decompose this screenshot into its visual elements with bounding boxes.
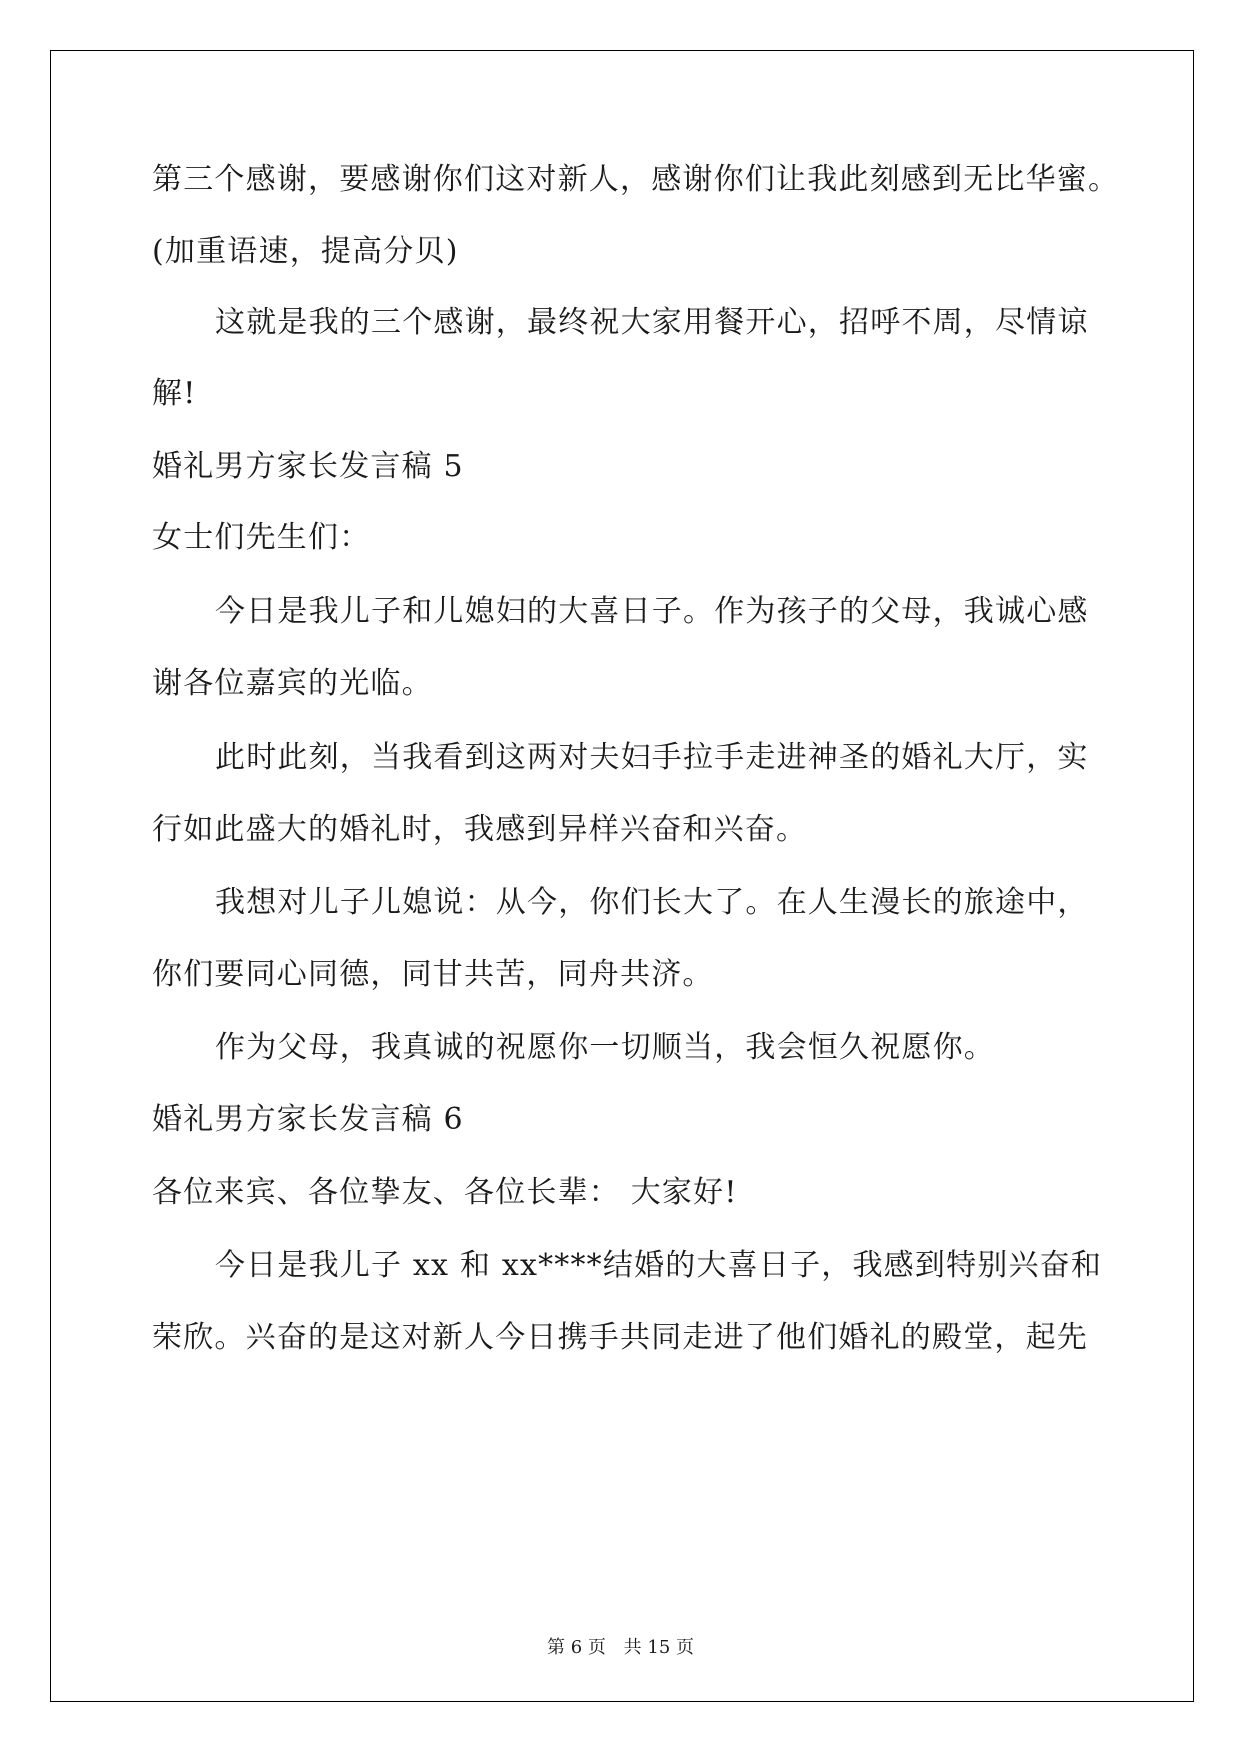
page-footer [0, 1636, 1241, 1660]
text-line: 今日是我儿子 xx 和 xx****结婚的大喜日子，我感到特别兴奋和 [215, 1248, 1103, 1283]
text-line: (加重语速，提高分贝) [152, 234, 459, 269]
section-heading: 婚礼男方家长发言稿 5 [152, 449, 464, 484]
text-line: 行如此盛大的婚礼时，我感到异样兴奋和兴奋。 [152, 812, 808, 847]
text-line: 你们要同心同德，同甘共苦，同舟共济。 [152, 957, 714, 992]
text-line: 女士们先生们： [152, 520, 371, 555]
page-border [50, 50, 1194, 1702]
text-line: 解! [152, 376, 197, 411]
page-total: 共 15 页 [623, 1637, 694, 1658]
text-line: 各位来宾、各位挚友、各位长辈： 大家好! [152, 1175, 738, 1210]
text-line: 今日是我儿子和儿媳妇的大喜日子。作为孩子的父母，我诚心感 [215, 594, 1089, 629]
text-line: 作为父母，我真诚的祝愿你一切顺当，我会恒久祝愿你。 [215, 1030, 995, 1065]
text-line: 这就是我的三个感谢，最终祝大家用餐开心，招呼不周，尽情谅 [215, 305, 1089, 340]
section-heading: 婚礼男方家长发言稿 6 [152, 1102, 464, 1137]
page-number: 第 6 页 [547, 1637, 606, 1658]
text-line: 谢各位嘉宾的光临。 [152, 666, 433, 701]
text-line: 此时此刻，当我看到这两对夫妇手拉手走进神圣的婚礼大厅，实 [215, 740, 1089, 775]
text-line: 荣欣。兴奋的是这对新人今日携手共同走进了他们婚礼的殿堂，起先 [152, 1320, 1088, 1355]
text-line: 第三个感谢，要感谢你们这对新人，感谢你们让我此刻感到无比华蜜。 [152, 162, 1120, 197]
text-line: 我想对儿子儿媳说：从今，你们长大了。在人生漫长的旅途中， [215, 885, 1089, 920]
